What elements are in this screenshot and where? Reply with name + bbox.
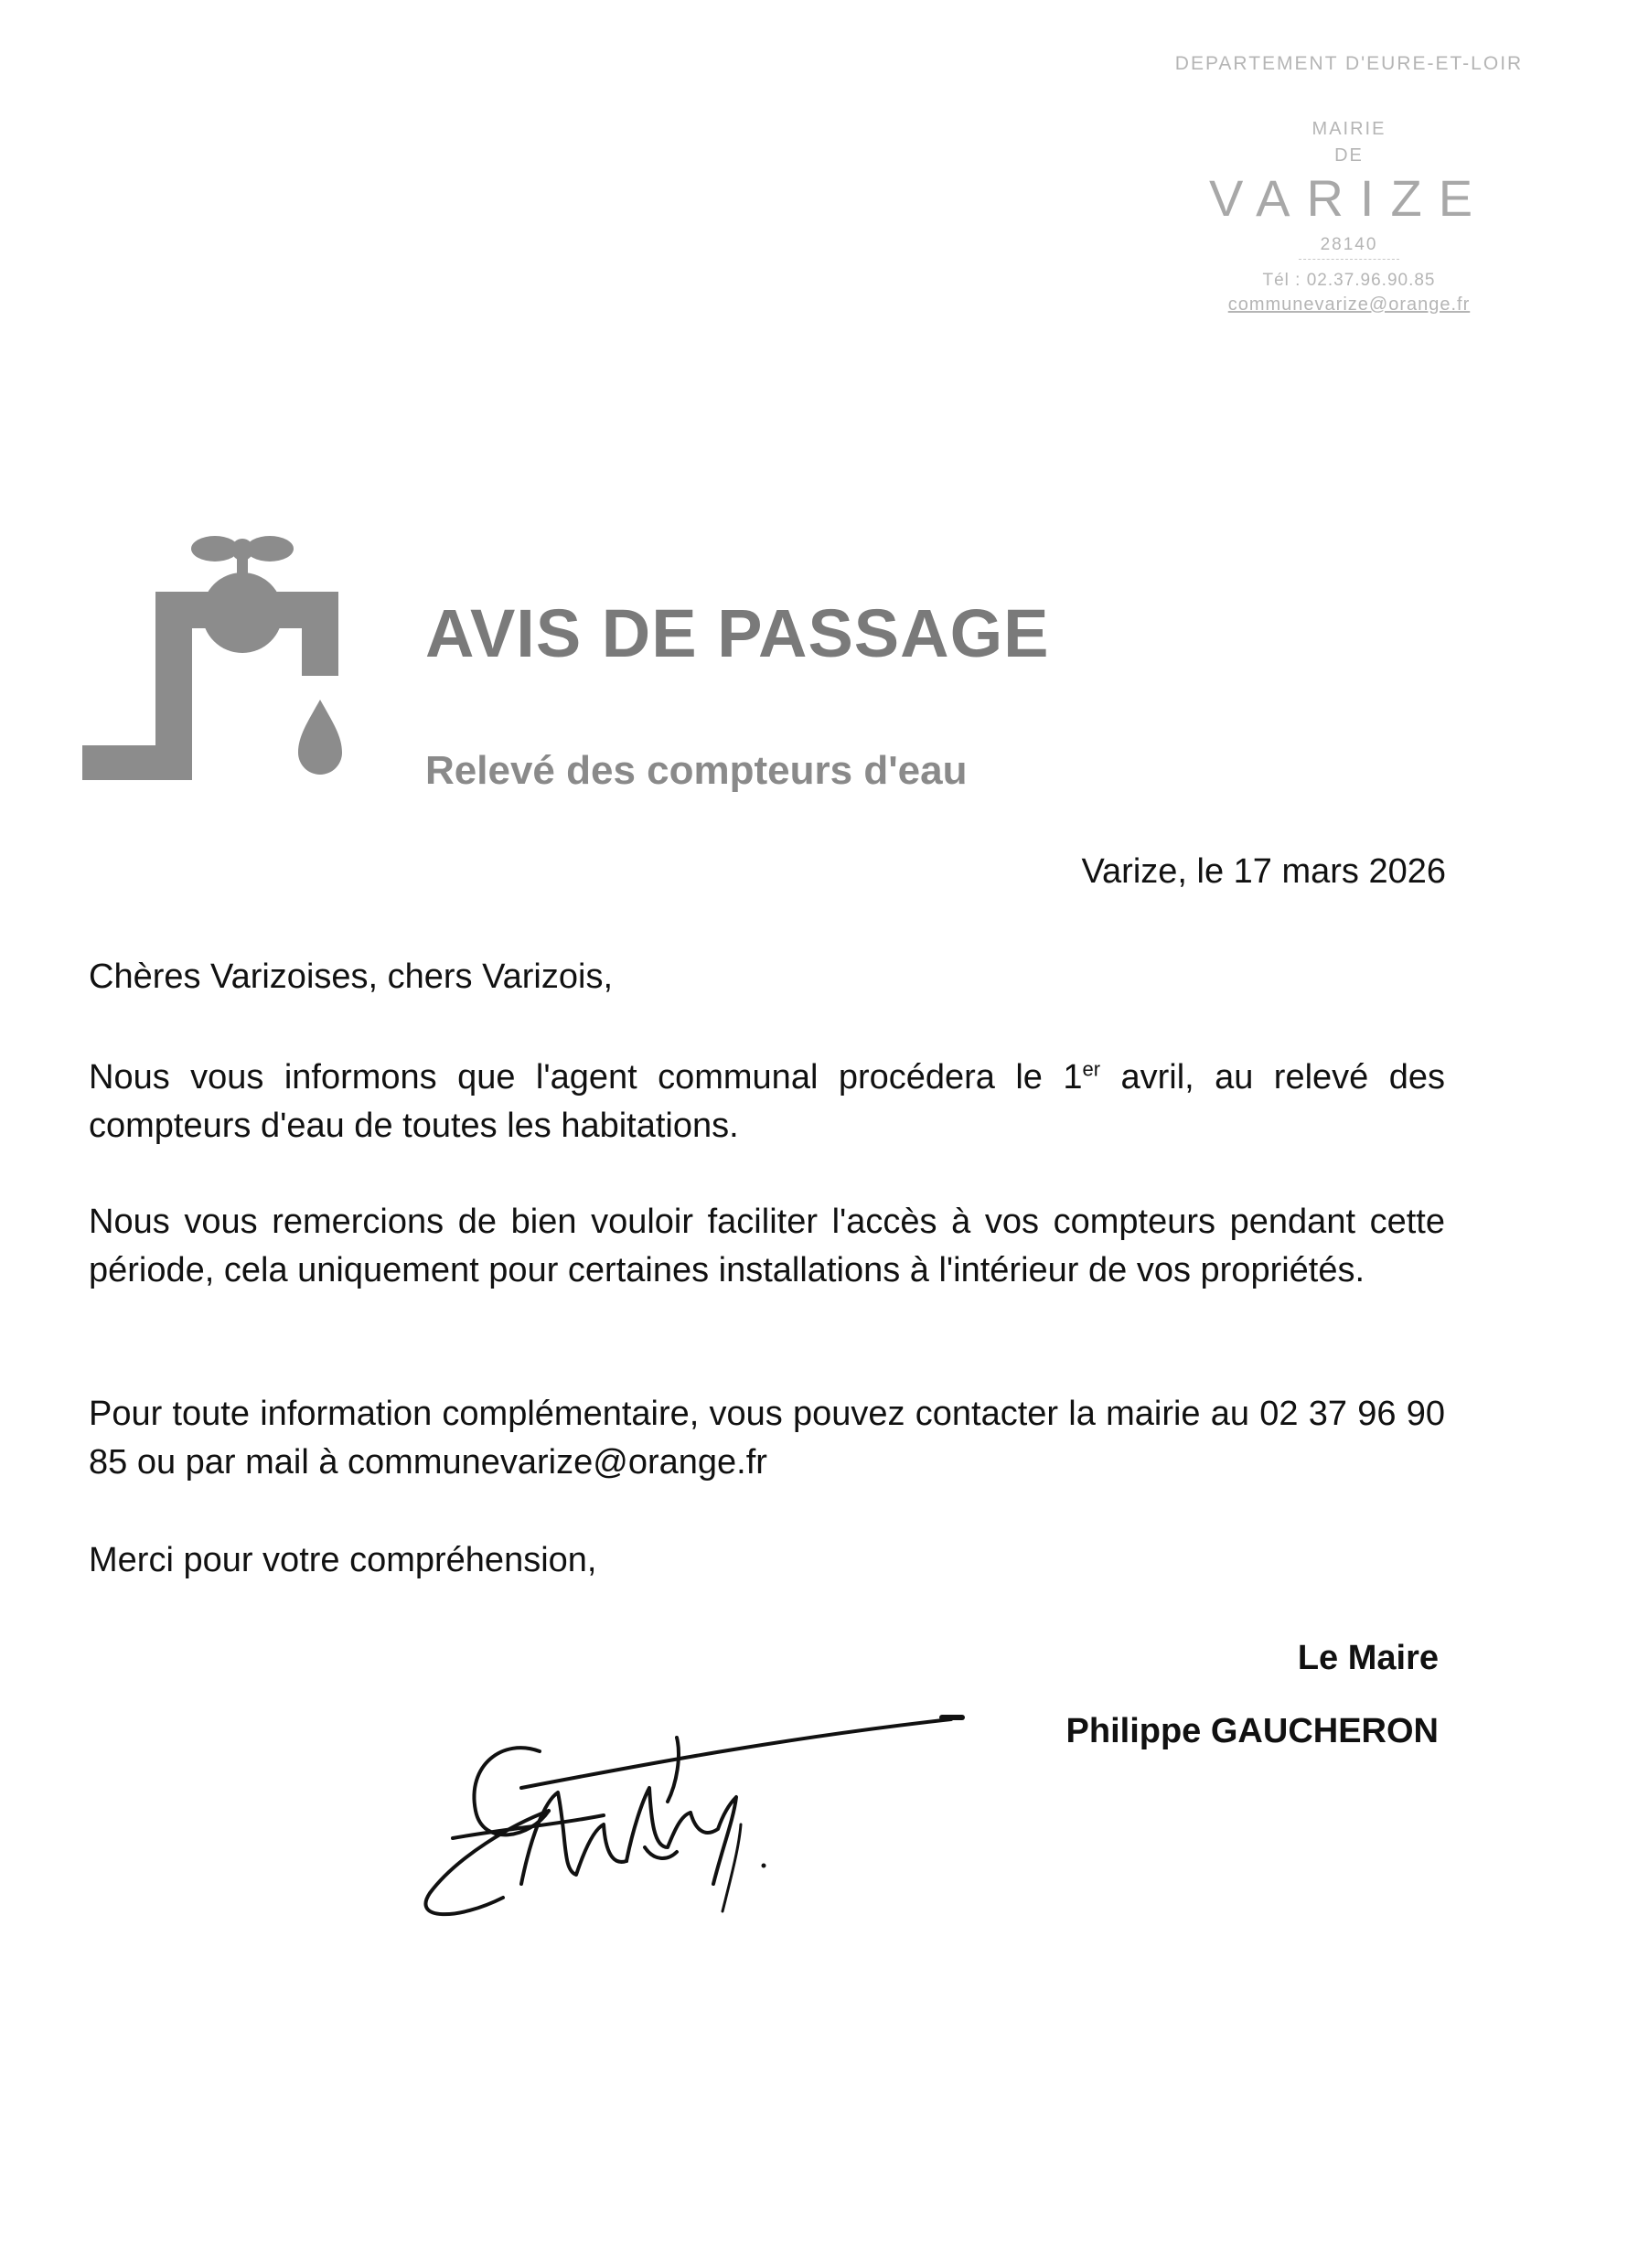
stamp-department: DEPARTEMENT D'EURE-ET-LOIR <box>1174 53 1524 74</box>
stamp-divider <box>1299 259 1399 260</box>
water-tap-icon <box>82 535 357 800</box>
letter-closing: Merci pour votre compréhension, <box>89 1541 597 1579</box>
paragraph-reading-date <box>89 1054 1445 1150</box>
town-stamp <box>1139 53 1559 316</box>
stamp-town: VARIZE <box>1208 169 1490 227</box>
signer-name: Philippe GAUCHERON <box>1065 1712 1439 1750</box>
stamp-de: DE <box>1334 145 1364 166</box>
letter-greeting: Chères Varizoises, chers Varizois, <box>89 957 614 996</box>
paragraph-text: Nous vous informons que l'agent communal procédera le 1 <box>89 1058 1083 1097</box>
paragraph-contact-info: Pour toute information complémentaire, vous pouvez contacter la mairie au 02 37 96 90 85 ou par mail à communevarize@orange.fr <box>89 1395 1445 1482</box>
handwritten-signature <box>402 1701 969 1939</box>
stamp-mairie: MAIRIE <box>1311 119 1386 139</box>
signer-role: Le Maire <box>1297 1639 1439 1677</box>
document-title: AVIS DE PASSAGE <box>425 595 1050 671</box>
stamp-postal-code: 28140 <box>1320 235 1378 254</box>
letter-date: Varize, le 17 mars 2026 <box>1081 852 1446 891</box>
stamp-phone: Tél : 02.37.96.90.85 <box>1262 271 1436 290</box>
document-subtitle: Relevé des compteurs d'eau <box>425 748 968 793</box>
paragraph-text: avril, au relevé des compteurs d'eau de toutes les habitations. <box>89 1058 1445 1145</box>
stamp-email: communevarize@orange.fr <box>1227 294 1471 315</box>
ordinal-suffix: er <box>1082 1057 1101 1081</box>
paragraph-access-request: Nous vous remercions de bien vouloir faciliter l'accès à vos compteurs pendant cette période, cela uniquement pour certaines installations à l'intérieur de vos propriétés. <box>89 1203 1445 1289</box>
